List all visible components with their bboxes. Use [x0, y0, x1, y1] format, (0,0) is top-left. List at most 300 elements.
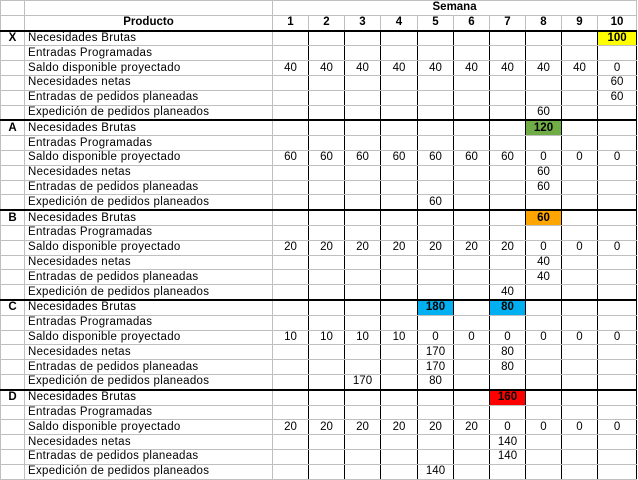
value-cell[interactable]: 10 [345, 330, 381, 345]
value-cell[interactable] [273, 120, 309, 135]
value-cell[interactable] [490, 374, 526, 389]
week-header[interactable]: 9 [562, 15, 598, 30]
value-cell[interactable] [345, 464, 381, 479]
value-cell[interactable] [309, 345, 345, 360]
week-header[interactable]: 5 [418, 15, 454, 30]
value-cell[interactable]: 20 [490, 240, 526, 255]
product-code[interactable]: A [1, 120, 25, 135]
value-cell[interactable] [490, 180, 526, 195]
value-cell[interactable] [562, 31, 598, 46]
value-cell[interactable] [490, 464, 526, 479]
value-cell[interactable]: 40 [490, 285, 526, 300]
value-cell[interactable]: 170 [418, 345, 454, 360]
value-cell[interactable] [309, 300, 345, 315]
value-cell[interactable] [526, 435, 562, 450]
value-cell[interactable] [381, 435, 418, 450]
value-cell[interactable] [598, 270, 637, 285]
value-cell[interactable] [562, 165, 598, 180]
value-cell[interactable] [598, 285, 637, 300]
value-cell[interactable] [309, 285, 345, 300]
value-cell[interactable] [454, 210, 490, 225]
week-header[interactable]: 6 [454, 15, 490, 30]
product-code-cell[interactable] [1, 61, 25, 76]
value-cell[interactable] [418, 449, 454, 464]
product-code-cell[interactable] [1, 195, 25, 210]
corner-cell[interactable] [1, 15, 25, 30]
value-cell[interactable] [273, 270, 309, 285]
value-cell[interactable] [418, 165, 454, 180]
value-cell[interactable]: 40 [381, 61, 418, 76]
value-cell[interactable]: 20 [454, 240, 490, 255]
value-cell[interactable] [598, 300, 637, 315]
value-cell[interactable] [526, 449, 562, 464]
value-cell[interactable] [490, 120, 526, 135]
product-code-cell[interactable] [1, 449, 25, 464]
value-cell[interactable] [526, 75, 562, 90]
value-cell[interactable] [309, 195, 345, 210]
highlighted-value-cell[interactable]: 120 [526, 120, 562, 135]
row-label[interactable]: Expedición de pedidos planeados [25, 464, 273, 479]
value-cell[interactable] [273, 255, 309, 270]
value-cell[interactable] [562, 75, 598, 90]
value-cell[interactable]: 0 [562, 330, 598, 345]
value-cell[interactable] [309, 75, 345, 90]
value-cell[interactable] [345, 390, 381, 405]
value-cell[interactable] [345, 46, 381, 61]
value-cell[interactable] [598, 120, 637, 135]
value-cell[interactable] [562, 285, 598, 300]
value-cell[interactable] [490, 165, 526, 180]
value-cell[interactable] [309, 360, 345, 375]
value-cell[interactable] [598, 315, 637, 330]
value-cell[interactable] [381, 31, 418, 46]
value-cell[interactable] [562, 390, 598, 405]
value-cell[interactable]: 80 [418, 374, 454, 389]
value-cell[interactable] [345, 300, 381, 315]
value-cell[interactable] [454, 105, 490, 120]
product-code-cell[interactable] [1, 225, 25, 240]
value-cell[interactable] [418, 405, 454, 420]
value-cell[interactable] [454, 195, 490, 210]
value-cell[interactable] [526, 136, 562, 151]
value-cell[interactable] [345, 435, 381, 450]
value-cell[interactable] [454, 46, 490, 61]
row-label[interactable]: Entradas de pedidos planeadas [25, 360, 273, 375]
product-code-cell[interactable] [1, 315, 25, 330]
value-cell[interactable] [598, 464, 637, 479]
value-cell[interactable] [273, 285, 309, 300]
value-cell[interactable]: 170 [345, 374, 381, 389]
value-cell[interactable] [345, 225, 381, 240]
value-cell[interactable] [273, 360, 309, 375]
value-cell[interactable] [345, 31, 381, 46]
value-cell[interactable] [309, 390, 345, 405]
value-cell[interactable] [418, 225, 454, 240]
value-cell[interactable] [309, 374, 345, 389]
week-header[interactable]: 4 [381, 15, 418, 30]
value-cell[interactable] [381, 300, 418, 315]
row-label[interactable]: Entradas de pedidos planeadas [25, 449, 273, 464]
value-cell[interactable] [490, 405, 526, 420]
value-cell[interactable] [454, 360, 490, 375]
value-cell[interactable] [381, 120, 418, 135]
row-label[interactable]: Entradas de pedidos planeadas [25, 180, 273, 195]
value-cell[interactable] [345, 120, 381, 135]
value-cell[interactable]: 0 [598, 61, 637, 76]
value-cell[interactable]: 20 [418, 420, 454, 435]
value-cell[interactable] [273, 31, 309, 46]
row-label[interactable]: Entradas de pedidos planeadas [25, 90, 273, 105]
value-cell[interactable] [418, 105, 454, 120]
value-cell[interactable]: 60 [418, 195, 454, 210]
value-cell[interactable] [345, 195, 381, 210]
value-cell[interactable] [345, 270, 381, 285]
value-cell[interactable] [381, 390, 418, 405]
value-cell[interactable]: 10 [381, 330, 418, 345]
week-header[interactable]: 7 [490, 15, 526, 30]
value-cell[interactable] [418, 270, 454, 285]
value-cell[interactable] [562, 345, 598, 360]
value-cell[interactable] [309, 136, 345, 151]
value-cell[interactable]: 60 [345, 150, 381, 165]
highlighted-value-cell[interactable]: 180 [418, 300, 454, 315]
value-cell[interactable] [418, 210, 454, 225]
value-cell[interactable]: 60 [454, 150, 490, 165]
value-cell[interactable] [526, 405, 562, 420]
row-label[interactable]: Necesidades Brutas [25, 300, 273, 315]
highlighted-value-cell[interactable]: 160 [490, 390, 526, 405]
value-cell[interactable] [309, 449, 345, 464]
value-cell[interactable]: 170 [418, 360, 454, 375]
row-label[interactable]: Saldo disponible proyectado [25, 150, 273, 165]
row-label[interactable]: Entradas Programadas [25, 46, 273, 61]
value-cell[interactable] [598, 345, 637, 360]
value-cell[interactable]: 20 [273, 240, 309, 255]
value-cell[interactable]: 10 [273, 330, 309, 345]
value-cell[interactable] [345, 75, 381, 90]
value-cell[interactable] [381, 285, 418, 300]
product-code-cell[interactable] [1, 405, 25, 420]
value-cell[interactable]: 60 [526, 165, 562, 180]
value-cell[interactable] [454, 136, 490, 151]
row-label[interactable]: Saldo disponible proyectado [25, 420, 273, 435]
value-cell[interactable]: 60 [309, 150, 345, 165]
week-header[interactable]: 10 [598, 15, 637, 30]
value-cell[interactable] [345, 180, 381, 195]
week-header[interactable]: 8 [526, 15, 562, 30]
value-cell[interactable] [345, 360, 381, 375]
value-cell[interactable] [381, 374, 418, 389]
value-cell[interactable] [345, 345, 381, 360]
row-label[interactable]: Entradas Programadas [25, 225, 273, 240]
value-cell[interactable] [381, 449, 418, 464]
value-cell[interactable] [381, 90, 418, 105]
value-cell[interactable] [273, 90, 309, 105]
value-cell[interactable] [562, 360, 598, 375]
value-cell[interactable]: 0 [454, 330, 490, 345]
value-cell[interactable] [309, 225, 345, 240]
value-cell[interactable] [454, 464, 490, 479]
value-cell[interactable]: 20 [381, 240, 418, 255]
value-cell[interactable] [418, 435, 454, 450]
value-cell[interactable] [562, 90, 598, 105]
value-cell[interactable] [490, 270, 526, 285]
value-cell[interactable] [454, 165, 490, 180]
value-cell[interactable]: 0 [598, 240, 637, 255]
value-cell[interactable]: 140 [490, 435, 526, 450]
value-cell[interactable] [273, 46, 309, 61]
value-cell[interactable] [454, 90, 490, 105]
value-cell[interactable]: 60 [598, 90, 637, 105]
value-cell[interactable]: 40 [418, 61, 454, 76]
value-cell[interactable] [273, 210, 309, 225]
value-cell[interactable] [454, 270, 490, 285]
row-label[interactable]: Expedición de pedidos planeados [25, 195, 273, 210]
value-cell[interactable] [273, 315, 309, 330]
value-cell[interactable] [309, 405, 345, 420]
value-cell[interactable] [418, 46, 454, 61]
value-cell[interactable] [381, 225, 418, 240]
value-cell[interactable] [562, 46, 598, 61]
value-cell[interactable] [345, 136, 381, 151]
value-cell[interactable] [490, 315, 526, 330]
value-cell[interactable] [454, 405, 490, 420]
value-cell[interactable]: 40 [273, 61, 309, 76]
value-cell[interactable]: 20 [309, 240, 345, 255]
product-code-cell[interactable] [1, 240, 25, 255]
value-cell[interactable]: 0 [418, 330, 454, 345]
row-label[interactable]: Saldo disponible proyectado [25, 61, 273, 76]
value-cell[interactable] [418, 390, 454, 405]
value-cell[interactable] [454, 120, 490, 135]
value-cell[interactable] [598, 255, 637, 270]
value-cell[interactable]: 60 [418, 150, 454, 165]
value-cell[interactable] [562, 225, 598, 240]
value-cell[interactable] [381, 195, 418, 210]
product-code-cell[interactable] [1, 136, 25, 151]
value-cell[interactable] [526, 31, 562, 46]
value-cell[interactable] [309, 255, 345, 270]
value-cell[interactable] [562, 374, 598, 389]
value-cell[interactable] [273, 136, 309, 151]
value-cell[interactable]: 0 [598, 150, 637, 165]
value-cell[interactable] [526, 374, 562, 389]
producto-header[interactable]: Producto [25, 15, 273, 30]
value-cell[interactable] [273, 75, 309, 90]
value-cell[interactable] [562, 180, 598, 195]
value-cell[interactable]: 20 [309, 420, 345, 435]
value-cell[interactable] [526, 390, 562, 405]
value-cell[interactable] [273, 405, 309, 420]
value-cell[interactable] [562, 464, 598, 479]
value-cell[interactable] [381, 105, 418, 120]
value-cell[interactable] [562, 449, 598, 464]
value-cell[interactable] [454, 255, 490, 270]
value-cell[interactable] [273, 435, 309, 450]
value-cell[interactable]: 60 [598, 75, 637, 90]
product-code-cell[interactable] [1, 105, 25, 120]
value-cell[interactable] [454, 225, 490, 240]
value-cell[interactable] [309, 90, 345, 105]
value-cell[interactable]: 60 [381, 150, 418, 165]
value-cell[interactable] [418, 315, 454, 330]
value-cell[interactable] [381, 46, 418, 61]
value-cell[interactable] [562, 136, 598, 151]
value-cell[interactable] [454, 31, 490, 46]
value-cell[interactable] [309, 120, 345, 135]
row-label[interactable]: Entradas Programadas [25, 315, 273, 330]
value-cell[interactable] [454, 75, 490, 90]
value-cell[interactable] [598, 225, 637, 240]
value-cell[interactable] [381, 165, 418, 180]
value-cell[interactable]: 20 [418, 240, 454, 255]
value-cell[interactable] [598, 136, 637, 151]
value-cell[interactable] [562, 315, 598, 330]
product-code-cell[interactable] [1, 165, 25, 180]
value-cell[interactable] [454, 390, 490, 405]
value-cell[interactable] [381, 210, 418, 225]
product-code-cell[interactable] [1, 180, 25, 195]
value-cell[interactable]: 0 [562, 420, 598, 435]
row-label[interactable]: Entradas Programadas [25, 136, 273, 151]
product-code-cell[interactable] [1, 435, 25, 450]
product-code-cell[interactable] [1, 374, 25, 389]
value-cell[interactable] [273, 449, 309, 464]
value-cell[interactable]: 0 [562, 240, 598, 255]
value-cell[interactable] [526, 285, 562, 300]
value-cell[interactable]: 10 [309, 330, 345, 345]
value-cell[interactable] [381, 180, 418, 195]
product-code-cell[interactable] [1, 464, 25, 479]
value-cell[interactable] [418, 90, 454, 105]
highlighted-value-cell[interactable]: 60 [526, 210, 562, 225]
highlighted-value-cell[interactable]: 80 [490, 300, 526, 315]
row-label[interactable]: Entradas de pedidos planeadas [25, 270, 273, 285]
product-code-cell[interactable] [1, 345, 25, 360]
product-code[interactable]: X [1, 31, 25, 46]
product-code-cell[interactable] [1, 420, 25, 435]
value-cell[interactable] [345, 210, 381, 225]
value-cell[interactable] [381, 360, 418, 375]
value-cell[interactable] [562, 195, 598, 210]
row-label[interactable]: Necesidades netas [25, 165, 273, 180]
value-cell[interactable] [598, 405, 637, 420]
value-cell[interactable] [309, 105, 345, 120]
value-cell[interactable] [381, 405, 418, 420]
row-label[interactable]: Expedición de pedidos planeados [25, 105, 273, 120]
value-cell[interactable] [490, 195, 526, 210]
value-cell[interactable] [309, 464, 345, 479]
week-header[interactable]: 3 [345, 15, 381, 30]
row-label[interactable]: Necesidades Brutas [25, 31, 273, 46]
value-cell[interactable] [454, 180, 490, 195]
value-cell[interactable] [490, 46, 526, 61]
value-cell[interactable] [454, 374, 490, 389]
value-cell[interactable]: 40 [562, 61, 598, 76]
value-cell[interactable] [381, 270, 418, 285]
value-cell[interactable] [598, 46, 637, 61]
value-cell[interactable] [562, 120, 598, 135]
value-cell[interactable]: 0 [490, 420, 526, 435]
value-cell[interactable]: 140 [418, 464, 454, 479]
value-cell[interactable] [526, 90, 562, 105]
row-label[interactable]: Saldo disponible proyectado [25, 240, 273, 255]
highlighted-value-cell[interactable]: 100 [598, 31, 637, 46]
value-cell[interactable]: 60 [273, 150, 309, 165]
product-code-cell[interactable] [1, 285, 25, 300]
value-cell[interactable]: 0 [526, 150, 562, 165]
row-label[interactable]: Necesidades netas [25, 435, 273, 450]
value-cell[interactable] [309, 435, 345, 450]
value-cell[interactable]: 60 [490, 150, 526, 165]
product-code[interactable]: D [1, 390, 25, 405]
value-cell[interactable] [490, 210, 526, 225]
value-cell[interactable] [490, 225, 526, 240]
value-cell[interactable]: 20 [381, 420, 418, 435]
value-cell[interactable] [490, 255, 526, 270]
value-cell[interactable] [526, 464, 562, 479]
value-cell[interactable] [490, 105, 526, 120]
value-cell[interactable] [562, 435, 598, 450]
value-cell[interactable] [381, 136, 418, 151]
value-cell[interactable] [562, 210, 598, 225]
value-cell[interactable]: 60 [526, 105, 562, 120]
value-cell[interactable] [273, 345, 309, 360]
value-cell[interactable] [598, 195, 637, 210]
value-cell[interactable] [309, 315, 345, 330]
value-cell[interactable] [454, 300, 490, 315]
value-cell[interactable] [309, 210, 345, 225]
value-cell[interactable] [345, 165, 381, 180]
value-cell[interactable] [381, 345, 418, 360]
value-cell[interactable] [490, 136, 526, 151]
row-label[interactable]: Necesidades Brutas [25, 210, 273, 225]
value-cell[interactable] [345, 449, 381, 464]
value-cell[interactable] [273, 180, 309, 195]
product-code-cell[interactable] [1, 150, 25, 165]
value-cell[interactable] [345, 405, 381, 420]
product-code-cell[interactable] [1, 46, 25, 61]
value-cell[interactable] [273, 300, 309, 315]
value-cell[interactable] [526, 225, 562, 240]
value-cell[interactable] [381, 75, 418, 90]
value-cell[interactable] [526, 345, 562, 360]
value-cell[interactable]: 60 [526, 180, 562, 195]
value-cell[interactable] [526, 300, 562, 315]
product-code-cell[interactable] [1, 270, 25, 285]
value-cell[interactable] [454, 449, 490, 464]
row-label[interactable]: Expedición de pedidos planeados [25, 374, 273, 389]
value-cell[interactable] [490, 90, 526, 105]
product-code-cell[interactable] [1, 75, 25, 90]
value-cell[interactable] [273, 165, 309, 180]
value-cell[interactable] [526, 315, 562, 330]
value-cell[interactable] [598, 105, 637, 120]
row-label[interactable]: Necesidades netas [25, 75, 273, 90]
value-cell[interactable] [598, 435, 637, 450]
value-cell[interactable]: 0 [526, 240, 562, 255]
value-cell[interactable] [598, 210, 637, 225]
value-cell[interactable] [418, 75, 454, 90]
value-cell[interactable] [273, 390, 309, 405]
product-code-cell[interactable] [1, 330, 25, 345]
value-cell[interactable] [273, 195, 309, 210]
row-label[interactable]: Necesidades Brutas [25, 390, 273, 405]
value-cell[interactable] [454, 345, 490, 360]
row-label[interactable]: Necesidades Brutas [25, 120, 273, 135]
value-cell[interactable] [598, 360, 637, 375]
week-header[interactable]: 2 [309, 15, 345, 30]
